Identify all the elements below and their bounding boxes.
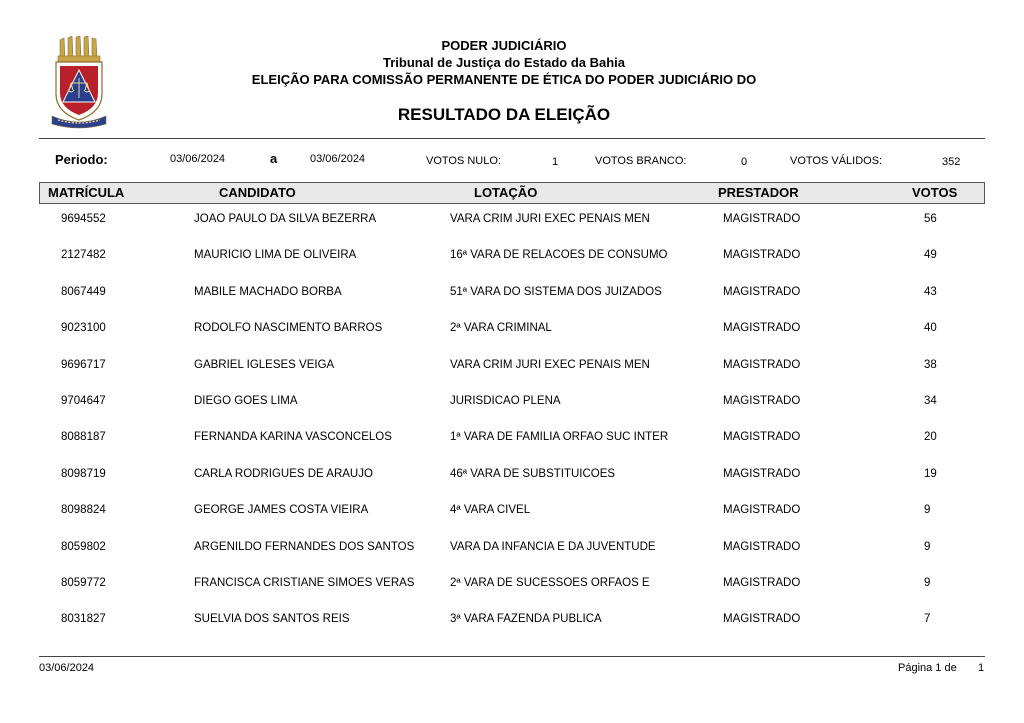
cell-votos: 34: [924, 395, 937, 407]
cell-votos: 43: [924, 285, 937, 298]
cell-candidato: GEORGE JAMES COSTA VIEIRA: [194, 504, 369, 517]
footer-page-total: 1: [978, 662, 985, 674]
footer-page-label: Página 1 de: [898, 662, 957, 674]
header-line-1: PODER JUDICIÁRIO: [441, 38, 567, 53]
cell-lotacao: 3ª VARA FAZENDA PUBLICA: [450, 613, 602, 626]
cell-matricula: 8067449: [61, 285, 106, 298]
cell-matricula: 8031827: [61, 613, 106, 626]
cell-matricula: 9023100: [61, 322, 106, 335]
cell-votos: 9: [924, 577, 931, 589]
cell-candidato: ARGENILDO FERNANDES DOS SANTOS: [194, 540, 415, 553]
cell-prestador: MAGISTRADO: [723, 285, 801, 298]
footer-date: 03/06/2024: [39, 662, 95, 674]
cell-prestador: MAGISTRADO: [723, 431, 801, 444]
header-line-2: Tribunal de Justiça do Estado da Bahia: [383, 55, 625, 70]
votos-nulo-value: 1: [552, 156, 559, 168]
cell-lotacao: 16ª VARA DE RELACOES DE CONSUMO: [450, 249, 668, 262]
cell-votos: 9: [924, 504, 931, 517]
cell-prestador: MAGISTRADO: [723, 577, 801, 589]
col-candidato: CANDIDATO: [219, 185, 296, 200]
cell-lotacao: 51ª VARA DO SISTEMA DOS JUIZADOS: [450, 285, 662, 298]
period-start: 03/06/2024: [170, 153, 226, 165]
period-label: Periodo:: [55, 152, 108, 167]
cell-lotacao: VARA DA INFANCIA E DA JUVENTUDE: [450, 540, 656, 553]
col-lotacao: LOTAÇÃO: [474, 185, 538, 200]
cell-candidato: FERNANDA KARINA VASCONCELOS: [194, 431, 392, 444]
cell-prestador: MAGISTRADO: [723, 504, 801, 517]
cell-votos: 19: [924, 467, 937, 480]
period-end: 03/06/2024: [310, 153, 366, 165]
cell-votos: 40: [924, 322, 937, 335]
header-line-3: ELEIÇÃO PARA COMISSÃO PERMANENTE DE ÉTICA DO PODER JUDICIÁRIO DO: [251, 72, 757, 87]
footer-divider: [39, 656, 985, 657]
cell-lotacao: 2ª VARA CRIMINAL: [450, 322, 552, 335]
cell-prestador: MAGISTRADO: [723, 540, 801, 553]
cell-matricula: 8059772: [61, 577, 106, 589]
votos-validos-label: VOTOS VÁLIDOS:: [790, 155, 883, 167]
cell-prestador: MAGISTRADO: [723, 213, 801, 225]
cell-candidato: JOAO PAULO DA SILVA BEZERRA: [194, 213, 377, 225]
cell-votos: 9: [924, 540, 931, 553]
cell-lotacao: VARA CRIM JURI EXEC PENAIS MEN: [450, 358, 650, 371]
votos-nulo-label: VOTOS NULO:: [426, 155, 501, 167]
page-title: RESULTADO DA ELEIÇÃO: [397, 105, 611, 124]
cell-matricula: 9694552: [61, 213, 106, 225]
cell-matricula: 9696717: [61, 358, 106, 371]
cell-matricula: 8088187: [61, 431, 106, 444]
cell-candidato: FRANCISCA CRISTIANE SIMOES VERAS: [194, 577, 415, 589]
col-votos: VOTOS: [912, 185, 958, 200]
cell-matricula: 2127482: [61, 249, 106, 262]
header-divider: [39, 138, 985, 139]
cell-lotacao: JURISDICAO PLENA: [450, 395, 561, 407]
period-separator: a: [270, 151, 278, 166]
cell-lotacao: 1ª VARA DE FAMILIA ORFAO SUC INTER: [450, 431, 669, 444]
cell-votos: 38: [924, 358, 937, 371]
col-matricula: MATRÍCULA: [48, 185, 125, 200]
cell-candidato: GABRIEL IGLESES VEIGA: [194, 358, 335, 371]
cell-prestador: MAGISTRADO: [723, 613, 801, 626]
col-prestador: PRESTADOR: [718, 185, 799, 200]
cell-lotacao: 2ª VARA DE SUCESSOES ORFAOS E: [450, 577, 650, 589]
cell-votos: 20: [924, 431, 937, 444]
cell-candidato: MAURICIO LIMA DE OLIVEIRA: [194, 249, 357, 262]
cell-candidato: MABILE MACHADO BORBA: [194, 285, 342, 298]
votos-branco-value: 0: [741, 156, 748, 168]
cell-candidato: SUELVIA DOS SANTOS REIS: [194, 613, 350, 626]
votos-validos-value: 352: [942, 156, 961, 168]
cell-prestador: MAGISTRADO: [723, 395, 801, 407]
cell-matricula: 8098824: [61, 504, 106, 517]
cell-lotacao: VARA CRIM JURI EXEC PENAIS MEN: [450, 213, 650, 225]
cell-matricula: 9704647: [61, 395, 106, 407]
cell-lotacao: 46ª VARA DE SUBSTITUICOES: [450, 467, 616, 480]
cell-votos: 7: [924, 613, 931, 626]
cell-matricula: 8098719: [61, 467, 106, 480]
votos-branco-label: VOTOS BRANCO:: [595, 155, 687, 167]
cell-candidato: CARLA RODRIGUES DE ARAUJO: [194, 467, 373, 480]
cell-votos: 49: [924, 249, 937, 262]
cell-prestador: MAGISTRADO: [723, 358, 801, 371]
cell-prestador: MAGISTRADO: [723, 322, 801, 335]
cell-matricula: 8059802: [61, 540, 106, 553]
cell-lotacao: 4ª VARA CIVEL: [450, 504, 531, 517]
cell-candidato: RODOLFO NASCIMENTO BARROS: [194, 322, 383, 335]
cell-prestador: MAGISTRADO: [723, 249, 801, 262]
cell-prestador: MAGISTRADO: [723, 467, 801, 480]
cell-votos: 56: [924, 213, 937, 225]
cell-candidato: DIEGO GOES LIMA: [194, 395, 298, 407]
